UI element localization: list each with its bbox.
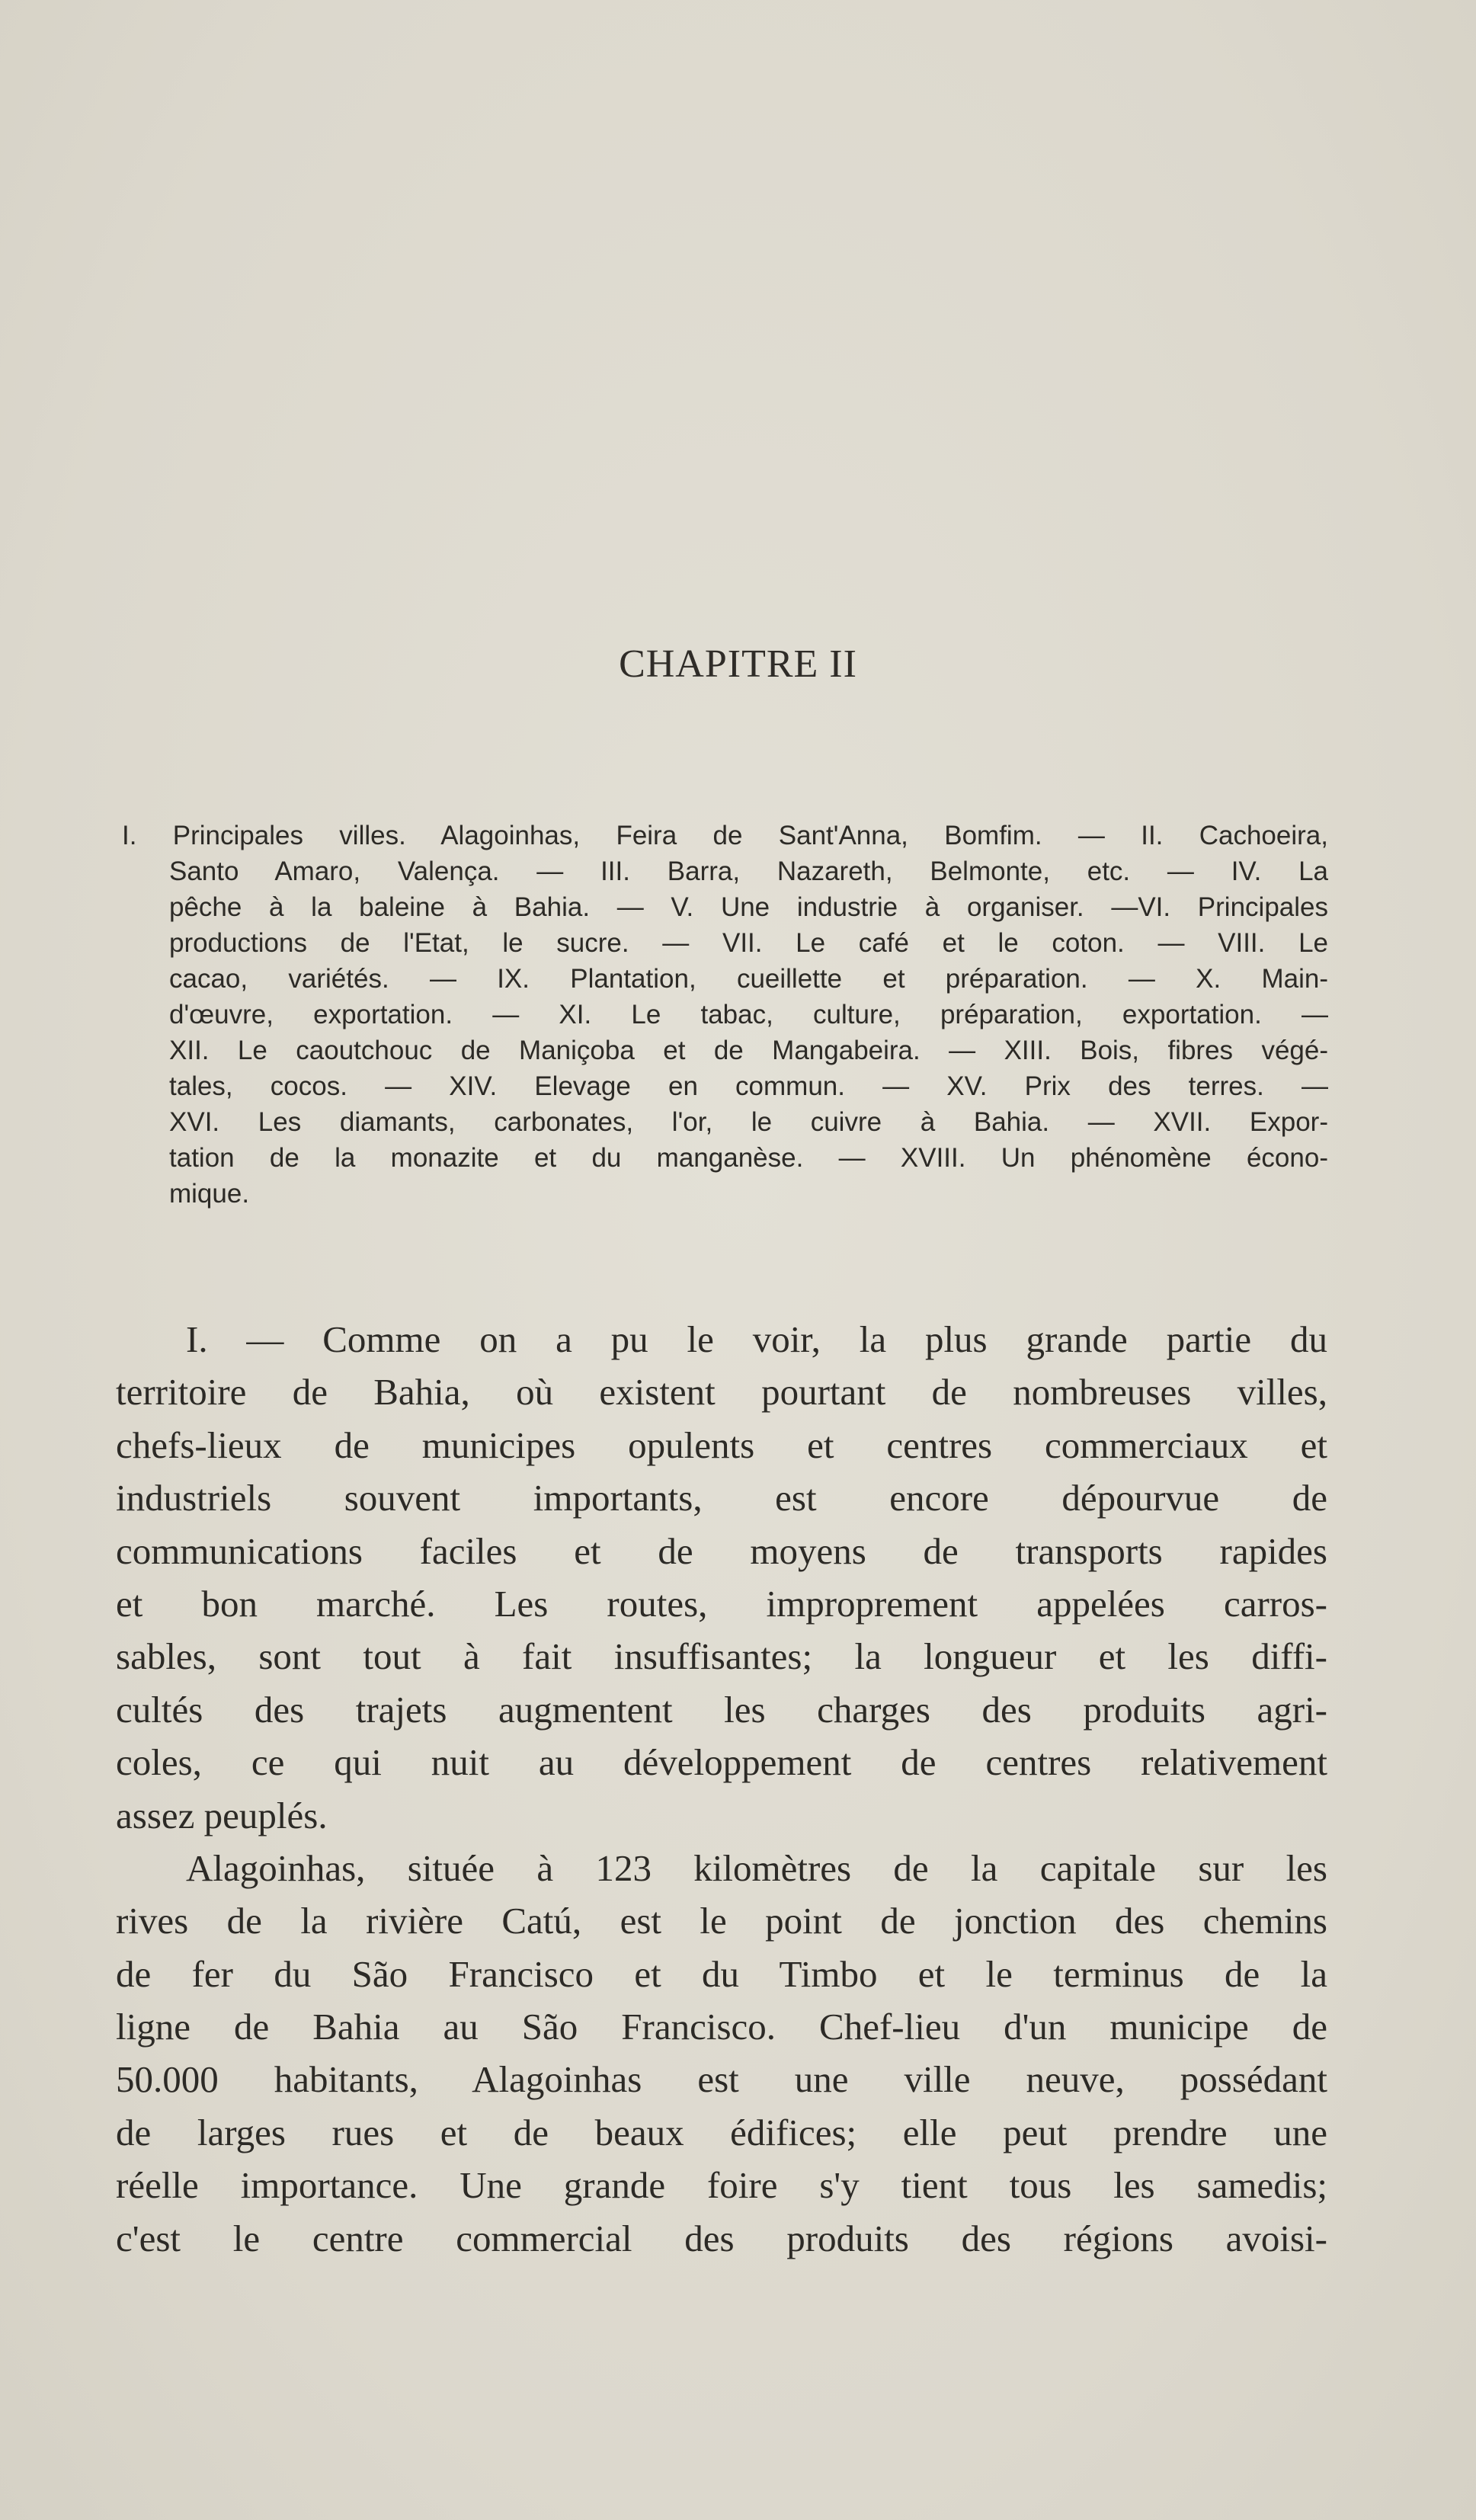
body-line: ligne de Bahia au São Francisco. Chef-lieu d'un municipe de — [116, 2006, 1327, 2048]
body-line: chefs-lieux de municipes opulents et centres commerciaux et — [116, 1423, 1327, 1466]
body-line: de fer du São Francisco et du Timbo et le terminus de la — [116, 1952, 1327, 1995]
body-line: I. — Comme on a pu le voir, la plus grande partie du — [186, 1318, 1327, 1360]
summary-line: mique. — [169, 1179, 250, 1209]
chapter-title: CHAPITRE II — [619, 642, 857, 686]
summary-line: pêche à la baleine à Bahia. — V. Une industrie à organiser. —VI. Principales — [169, 892, 1328, 922]
body-line: cultés des trajets augmentent les charges des produits agri- — [116, 1688, 1327, 1731]
summary-line: I. Principales villes. Alagoinhas, Feira de Sant'Anna, Bomfim. — II. Cachoeira, — [122, 821, 1328, 850]
body-line: de larges rues et de beaux édifices; elle peut prendre une — [116, 2111, 1327, 2153]
body-line: c'est le centre commercial des produits des régions avoisi- — [116, 2217, 1327, 2259]
summary-line: tation de la monazite et du manganèse. — XVIII. Un phénomène écono- — [169, 1143, 1328, 1173]
body-line: rives de la rivière Catú, est le point de jonction des chemins — [116, 1900, 1327, 1942]
summary-line: productions de l'Etat, le sucre. — VII. Le café et le coton. — VIII. Le — [169, 928, 1328, 958]
chapter-summary — [122, 818, 1328, 1212]
body-line: communications faciles et de moyens de transports rapides — [116, 1529, 1327, 1572]
body-line: réelle importance. Une grande foire s'y tient tous les samedis; — [116, 2164, 1327, 2207]
summary-line: XVI. Les diamants, carbonates, l'or, le cuivre à Bahia. — XVII. Expor- — [169, 1107, 1328, 1137]
body-line: territoire de Bahia, où existent pourtant de nombreuses villes, — [116, 1371, 1327, 1414]
summary-line: XII. Le caoutchouc de Maniçoba et de Mangabeira. — XIII. Bois, fibres végé- — [169, 1036, 1328, 1065]
summary-line: cacao, variétés. — IX. Plantation, cueillette et préparation. — X. Main- — [169, 964, 1328, 994]
body-line: 50.000 habitants, Alagoinhas est une ville neuve, possédant — [116, 2058, 1327, 2101]
body-line: et bon marché. Les routes, improprement appelées carros- — [116, 1582, 1327, 1625]
body-line: coles, ce qui nuit au développement de centres relativement — [116, 1741, 1327, 1784]
summary-line: tales, cocos. — XIV. Elevage en commun. — XV. Prix des terres. — — [169, 1071, 1328, 1101]
summary-line: Santo Amaro, Valença. — III. Barra, Nazareth, Belmonte, etc. — IV. La — [169, 857, 1328, 886]
body-line: assez peuplés. — [116, 1794, 328, 1836]
body-line: industriels souvent importants, est encore dépourvue de — [116, 1477, 1327, 1519]
body-line: sables, sont tout à fait insuffisantes; la longueur et les diffi- — [116, 1635, 1327, 1678]
body-line: Alagoinhas, située à 123 kilomètres de la capitale sur les — [186, 1846, 1327, 1889]
summary-line: d'œuvre, exportation. — XI. Le tabac, culture, préparation, exportation. — — [169, 1000, 1328, 1029]
body-text — [116, 1313, 1327, 2265]
